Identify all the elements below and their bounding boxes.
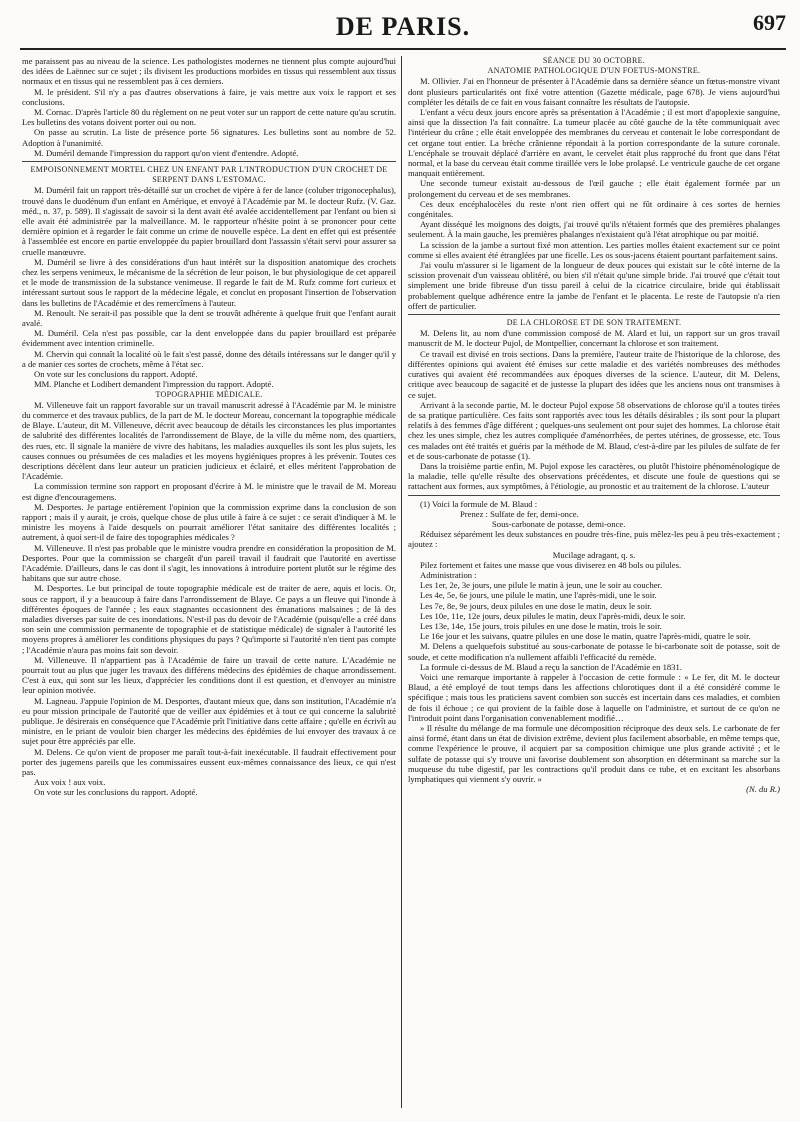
session-date-heading: SÉANCE DU 30 OCTOBRE. <box>542 56 646 65</box>
paragraph: On passe au scrutin. La liste de présence porte 56 signatures. Les bulletins sont au nombre de 52. Adoption à l'unanimité. <box>22 127 396 148</box>
page-header <box>20 10 786 41</box>
paragraph: Dans la troisième partie enfin, M. Pujol expose les caractères, ou plutôt l'histoire phénoménologique de la maladie, telle qu'elle résulte des observations précédentes, et discute une foule de questions qui se rattachent aux formes, aux symptômes, à l'étiologie, au pronostic et au traitement de la chlorose. L'auteur <box>408 460 780 492</box>
page-number: 697 <box>753 10 786 35</box>
footnote-text: Les 7e, 8e, 9e jours, deux pilules en une dose le matin, deux le soir. <box>420 600 652 611</box>
paragraph: On vote sur les conclusions du rapport. Adopté. <box>34 369 198 380</box>
paragraph: me paraissent pas au niveau de la science. Les pathologistes modernes ne tiennent plus compte aujourd'hui des idées de Laënnec sur ce sujet ; ils divisent les productions morbides en tissus qui ressemblent aux tissus normaux et en tissus qui ne ressemblent pas à ces derniers. <box>22 56 396 87</box>
section-rule <box>408 314 780 315</box>
footnote-text: Administration : <box>420 569 477 580</box>
page-title: DE PARIS. <box>335 12 471 41</box>
footnote-text: Les 1er, 2e, 3e jours, une pilule le matin à jeun, une le soir au coucher. <box>420 580 663 591</box>
paragraph: La commission termine son rapport en proposant d'écrire à M. le ministre que le travail de M. Moreau est digne d'encouragemens. <box>22 481 396 502</box>
paragraph: Arrivant à la seconde partie, M. le docteur Pujol expose 58 observations de chlorose qu'il a toutes tirées de sa pratique particulière. Ces faits sont rapportés avec tous les détails désirables ; ils sont pour la plupart relatifs à des femmes d'âge différent ; quelques-uns seulement ont pour sujet des hommes. La chlorose était chez les unes simple, chez les autres compliquée d'aménorrhées, de pertes utérines, de grossesse, etc. Tous ces malades ont été traités et guéris par la méthode de M. Blaud, c'est-à-dire par les pilules de sulfate de fer et de sous-carbonate de potasse (1). <box>408 399 780 461</box>
right-column <box>408 56 780 1110</box>
footnote-text: Les 4e, 5e, 6e jours, une pilule le matin, une l'après-midi, une le soir. <box>420 590 657 601</box>
section-heading: TOPOGRAPHIE MÉDICALE. <box>155 389 263 399</box>
paragraph: M. Ollivier. J'ai en l'honneur de présenter à l'Académie dans sa dernière séance un fœtus-monstre vivant dont plusieurs particularités ont fixé votre attention (Gazette médicale, page 678). Je viens aujourd'hui compléter les détails de ce fait en vous faisant connaître les résultats de l'autopsie. <box>408 76 780 107</box>
section-heading: DE LA CHLOROSE ET DE SON TRAITEMENT. <box>506 318 682 328</box>
paragraph: M. Delens lit, au nom d'une commission composé de M. Alard et lui, un rapport sur un gros travail manuscrit de M. le docteur Pujol, de Montpellier, concernant la chlorose et son traitement. <box>408 328 780 349</box>
paragraph: M. Duméril. Cela n'est pas possible, car la dent enveloppée dans du papier brouillard est préparée évidemment avec intention criminelle. <box>22 328 396 349</box>
footnote-rule <box>408 495 780 496</box>
paragraph: Ce travail est divisé en trois sections. Dans la première, l'auteur traite de l'historique de la chlorose, des différentes opinions qui avaient été émises sur cette maladie et des variétés nombreuses des méthodes curatives qui avaient été recommandées aux époques diverses de la science. L'auteur, dit M. Delens, critique avec beaucoup de sagacité et de justesse la plupart des idées que les anciens nous ont transmises à ce sujet. <box>408 348 780 400</box>
paragraph: M. Desportes. Le but principal de toute topographie médicale est de traiter de aere, aquis et locis. Or, sous ce rapport, il y a beaucoup à faire dans l'arrondissement de Blaye. Ce pays a un fleuve qui l'inonde à différentes époques de l'année ; les eaux stagnantes occasionnent des émanations malsaines ; de là des maladies diverses par suite de ces inondations. N'est-il pas du devoir de l'Académie (puisqu'elle a créé dans son sein une commission permanente de topographie et de statistique médicale) de signaler à l'autorité les moyens propres à améliorer les conditions physiques du pays ? Qu'importe si l'autorité n'en tient pas compte ; l'Académie n'aura pas moins fait son devoir. <box>22 583 396 655</box>
paragraph: M. Renoult. Ne serait-il pas possible que la dent se trouvât adhérente à quelque fruit que l'enfant aurait avalé. <box>22 307 396 329</box>
footnote-text: Mucilage adragant, q. s. <box>552 549 636 560</box>
paragraph: M. Villeneuve. Il n'appartient pas à l'Académie de faire un travail de cette nature. L'Académie ne pourrait tout au plus que juger les travaux des différens médecins des épidémies de chaque arrondissement. C'est à eux, qui sont sur les lieux, d'apprécier les conditions dont il est question, et d'envoyer au ministre leur opinion motivée. <box>22 654 396 696</box>
section-heading: EMPOISONNEMENT MORTEL CHEZ UN ENFANT PAR L'INTRODUCTION D'UN CROCHET DE SERPENT DANS L'ESTOMAC. <box>30 165 388 185</box>
footnote-text: Voici une remarque importante à rappeler à l'occasion de cette formule : « Le fer, dit M. le docteur Blaud, a été employé de tout temps dans les affections chlorotiques dont il a été considéré comme le spécifique ; mais tous les praticiens savent combien son succès est incertain dans ces maladies, et combien de fois il échoue ; ce qui provient de la faible dose à laquelle on l'administre, et surtout de ce qu'on ne l'introduit point dans l'organisation convenablement modifié… <box>408 671 780 723</box>
paragraph: MM. Planche et Lodibert demandent l'impression du rapport. Adopté. <box>34 379 274 390</box>
footnote-text: Prenez : Sulfate de fer, demi-once. <box>460 508 579 519</box>
paragraph: M. Chervin qui connaît la localité où le fait s'est passé, donne des détails intéressans sur le danger qu'il y a de manier ces sortes de crochets, même à l'état sec. <box>22 348 396 369</box>
paragraph: M. Lagneau. J'appuie l'opinion de M. Desportes, d'autant mieux que, dans son institution, l'Académie n'a eu pour mission principale de l'autorité que de veiller aux épidémies et à tout ce qui concerne la salubrité publique. Je désirerais en conséquence que l'Académie prît l'initiative dans cette affaire ; qu'elle en écrivît au ministre, en le priant de vouloir bien charger les médecins des épidémies de lui envoyer des travaux à ce sujet pour être appréciés par elle. <box>22 695 396 747</box>
paragraph: M. Desportes. Je partage entièrement l'opinion que la commission exprime dans la conclusion de son rapport ; mais il y aurait, je crois, quelque chose de plus utile à faire à ce sujet : ce serait d'indiquer à M. le ministre les moyens à l'aide desquels on pourrait améliorer l'état sanitaire des différentes localités ; autrement, à quoi sert-il de faire des topographies médicales ? <box>22 501 396 543</box>
footnote-text: (1) Voici la formule de M. Blaud : <box>420 498 538 509</box>
paragraph: M. le président. S'il n'y a pas d'autres observations à faire, je vais mettre aux voix le rapport et ses conclusions. <box>22 86 396 107</box>
paragraph: M. Duméril fait un rapport très-détaillé sur un crochet de vipère à fer de lance (coluber trigonocephalus), trouvé dans le duodénum d'un enfant en Amérique, et envoyé à l'Académie par M. le docteur Rufz. (V. Gaz. méd., n. 37, p. 589). Il s'agissait de savoir si la dent avait été avalée accidentellement par l'enfant ou bien si elle avait été administrée par la malveillance. M. le rapporteur n'hésite point à se prononcer pour cette dernière opinion et à regarder le fait comme un crime de nouvelle espèce. La dent en effet qui est présentée à l'assemblée est encore en partie enveloppée du papier brouillard dont l'assassin s'était servi pour assurer sa cruelle manœuvre. <box>22 185 396 257</box>
paragraph: L'enfant a vécu deux jours encore après sa présentation à l'Académie ; il est mort d'apoplexie sanguine, ainsi que la dissection l'a fait connaître. La tumeur placée au côté gauche de la tête communiquait avec l'intérieur du crâne ; elle était enveloppée des membranes du cerveau et contenait le lobe correspondant de cet organe tout entier. La brèche crânienne répondait à la portion correspondante de la suture coronale. L'encéphale se trouvait déplacé d'arrière en avant, le cervelet était plus rapproché du front que dans l'état normal, et la base du cerveau était comme tiraillée vers le lobe prolapsé. Le ventricule gauche de cet organe manquait entièrement. <box>408 107 780 179</box>
paragraph: M. Cornac. D'après l'article 80 du règlement on ne peut voter sur un rapport de cette nature qu'au scrutin. Les bulletins des votans doivent porter oui ou non. <box>22 107 396 128</box>
footnote-text: La formule ci-dessus de M. Blaud a reçu la sanction de l'Académie en 1831. <box>420 661 682 672</box>
paragraph: Ces deux encéphalocèles du reste n'ont rien offert qui ne fût ordinaire à ces sortes de hernies congénitales. <box>408 198 780 220</box>
column-divider <box>401 56 402 1108</box>
paragraph: M. Villeneuve fait un rapport favorable sur un travail manuscrit adressé à l'Académie par M. le ministre du commerce et des travaux publics, de la part de M. le docteur Moreau, concernant la topographie médicale de Blaye. L'auteur, dit M. Villeneuve, décrit avec beaucoup de détails les circonstances les plus importantes de salubrité des différentes localités de l'arrondissement de Blaye, de la ville du même nom, des quartiers, des rues, etc. Il signale la manière de vivre des habitans, les maladies auxquelles ils sont les plus sujets, les causes connues ou présumées de ces maladies et les moyens hygiéniques propres à les prévenir. Toutes ces descriptions décèlent dans leur auteur un praticien judicieux et éclairé, et elles méritent l'approbation de l'Académie. <box>22 399 396 482</box>
left-column <box>22 56 396 1110</box>
footnote-text: Pilez fortement et faites une masse que vous diviserez en 48 bols ou pilules. <box>420 559 682 570</box>
paragraph: La scission de la jambe a surtout fixé mon attention. Les parties molles étaient exactement sur ce point comme si elles avaient été étranglées par une ficelle. Les os sous-jacens étaient pourtant parfaitement sains. <box>408 239 780 260</box>
paragraph: Ayant disséqué les moignons des doigts, j'ai trouvé qu'ils n'étaient formés que des premières phalanges seulement. À la main gauche, les premières phalanges n'existaient qu'à l'état atrophique ou par moitié. <box>408 219 780 240</box>
paragraph: Aux voix ! aux voix. <box>34 777 106 788</box>
footnote-text: » Il résulte du mélange de ma formule une décomposition réciproque des deux sels. Le carbonate de fer ainsi formé, étant dans un état de division extrême, devient plus facilement absorbable, en même temps que, comme l'expérience le prouve, il acquiert par sa composition chimique une plus grande activité ; et le sulfate de potasse qui s'y trouve uni favorise doublement son absorption en déterminant sa marche sur la muqueuse du tube digestif, par les contractions qu'il produit dans ce tube, et en excitant les absorbans lymphatiques qui viennent s'y ouvrir. » <box>408 723 780 785</box>
footnote-text: Réduisez séparément les deux substances en poudre très-fine, puis mêlez-les peu à peu très-exactement ; ajoutez : <box>408 529 780 550</box>
footnote-text: Le 16e jour et les suivans, quatre pilules en une dose le matin, quatre l'après-midi, quatre le soir. <box>420 631 751 642</box>
paragraph: M. Duméril demande l'impression du rapport qu'on vient d'entendre. Adopté. <box>34 147 299 158</box>
footnote-text: Les 13e, 14e, 15e jours, trois pilules en une dose le matin, trois le soir. <box>420 620 662 631</box>
section-heading: ANATOMIE PATHOLOGIQUE D'UN FOETUS-MONSTRE. <box>487 66 701 76</box>
paragraph: M. Delens. Ce qu'on vient de proposer me paraît tout-à-fait inexécutable. Il faudrait effectivement pour porter des jugemens pareils que les commissaires eussent eux-mêmes connaissance des lieux, ce qui n'est pas. <box>22 746 396 778</box>
paragraph: J'ai voulu m'assurer si le ligament de la longueur de deux pouces qui existait sur le côté interne de la scission provenait d'un vaisseau oblitéré, ou bien s'il n'était qu'une simple bride. J'ai trouvé que c'était tout simplement une bride fibreuse d'un tissu pareil à celui de la cicatrice circulaire, bride qui établissait probablement quelque adhérence entre la jambe de l'enfant et le placenta. Le reste de l'autopsie n'a rien offert de particulier. <box>408 260 780 311</box>
paragraph: M. Duméril se livre à des considérations d'un haut intérêt sur la disposition anatomique des crochets chez les serpens venimeux, le mécanisme de la sécrétion de leur poison, le but physiologique de cet appareil et le mode de transmission de la substance venimeuse. Il regarde le fait de M. Rufz comme fort curieux et intéressant surtout sous le rapport de la médecine légale, et conclut en proposant l'insertion de l'observation dans les bulletins de l'Académie et des remercîmens à l'auteur. <box>22 256 396 308</box>
paragraph: On vote sur les conclusions du rapport. Adopté. <box>34 787 198 798</box>
section-rule <box>22 161 396 162</box>
footnote-text: Sous-carbonate de potasse, demi-once. <box>492 518 626 529</box>
footnote-text: Les 10e, 11e, 12e jours, deux pilules le matin, deux l'après-midi, deux le soir. <box>420 610 686 621</box>
paragraph: Une seconde tumeur existait au-dessous de l'œil gauche ; elle était également formée par un prolongement du cerveau et de ses membranes. <box>408 178 780 199</box>
footnote-signature: (N. du R.) <box>746 784 780 795</box>
footnote-text: M. Delens a quelquefois substitué au sous-carbonate de potasse le bi-carbonate soit de potasse, soit de soude, et cette modification n'a nullement affaibli l'efficacité du remède. <box>408 641 780 662</box>
paragraph: M. Villeneuve. Il n'est pas probable que le ministre voudra prendre en considération la proposition de M. Desportes. Pour que la commission se chargeât d'un pareil travail il faudrait que l'autorité en avertisse l'Académie. D'ailleurs, dans le cas dont il s'agit, les innovations à introduire portent plutôt sur le régime des habitans que sur autre chose. <box>22 542 396 584</box>
header-rule <box>20 48 786 50</box>
